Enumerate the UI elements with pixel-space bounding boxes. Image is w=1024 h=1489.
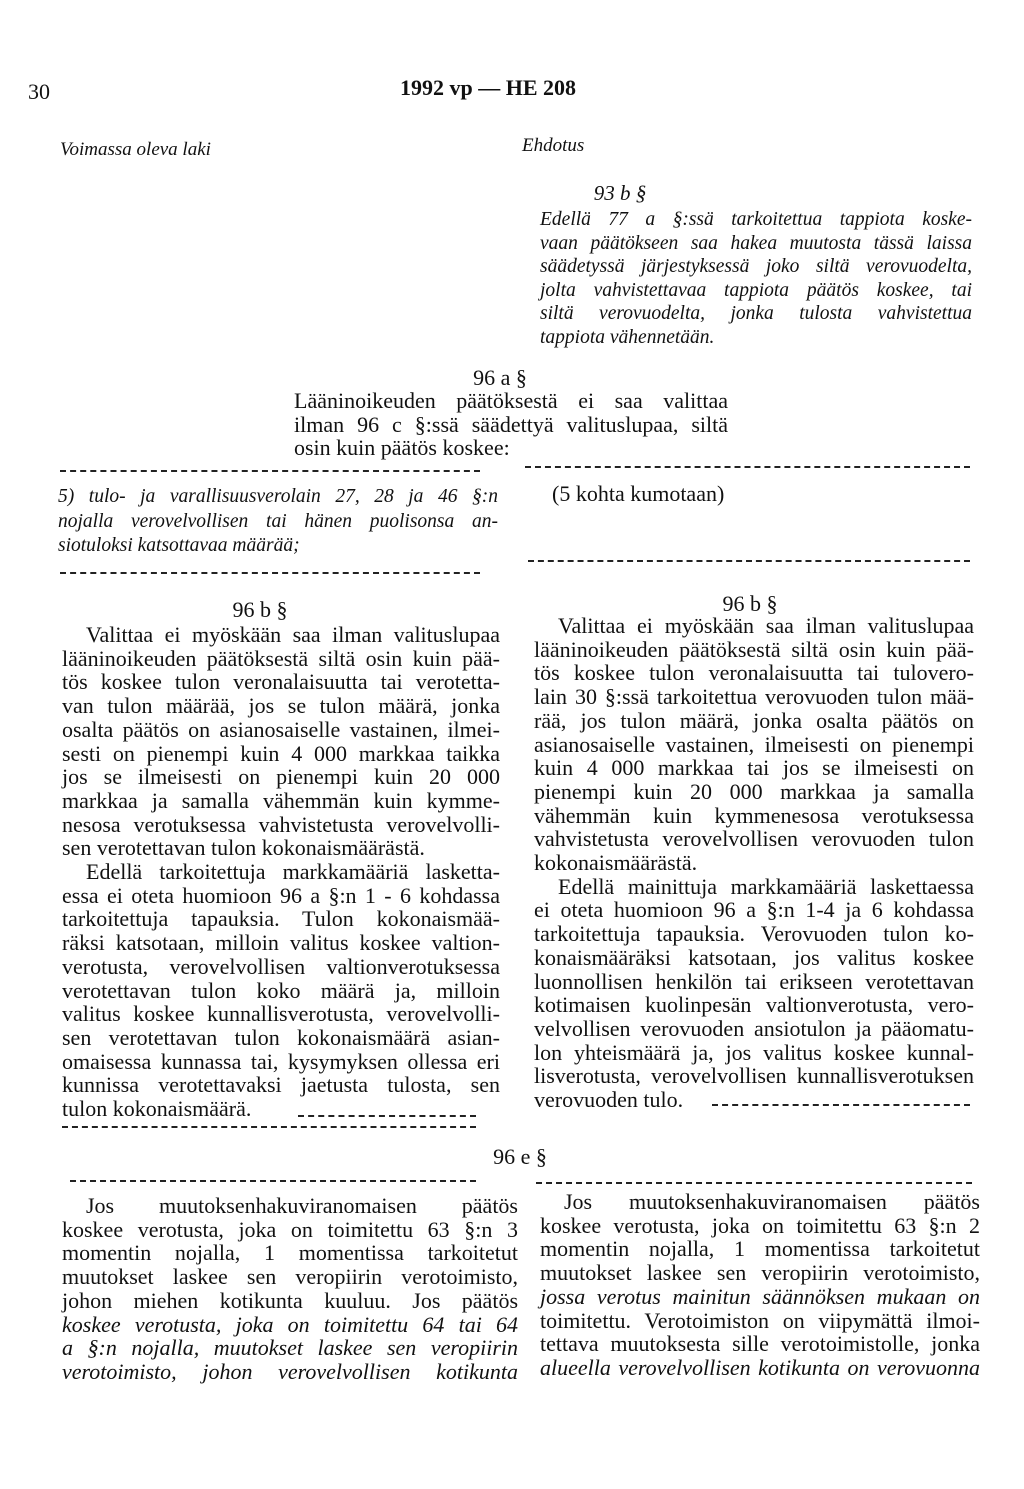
line: vähemmän kuin kymmenesosa verotuksessa xyxy=(534,802,974,828)
section-96a-heading: 96 a § xyxy=(473,365,527,390)
line: vaan päätökseen saa hakea muutosta tässä laissa xyxy=(540,232,972,254)
line: lääninoikeuden päätöksestä siltä osin kuin pää- xyxy=(534,636,974,662)
dashed-divider xyxy=(528,560,970,562)
line: luonnollisen henkilön tai erikseen verotettavan xyxy=(534,968,974,994)
line: lain 30 §:ssä tarkoitettua verovuoden tulon mää- xyxy=(534,684,974,710)
line: tettava muutoksesta sille verotoimistolle, jonka xyxy=(540,1331,980,1357)
line: koskee verotusta, joka on toimitettu 63 §:n 3 xyxy=(62,1216,518,1242)
line: tös koskee tulon veronalaisuutta tai tuloverо- xyxy=(534,660,974,686)
dashed-divider xyxy=(60,470,480,472)
line: toimitettu. Verotoimiston on viipymättä ilmoi- xyxy=(540,1307,980,1333)
section-96e-left-text xyxy=(62,1194,518,1384)
line: tös koskee tulon veronalaisuutta tai verotetta- xyxy=(62,669,500,695)
line: verotettavan tulon koko määrä ja, milloin xyxy=(62,977,500,1003)
line: pienempi kuin 20 000 markkaa ja samalla xyxy=(534,778,974,804)
line: a §:n nojalla, muutokset laskee sen veropiirin xyxy=(62,1335,518,1361)
line: jos se ilmeisesti on pienempi kuin 20 000 xyxy=(62,764,500,790)
section-96a-text xyxy=(294,389,728,460)
line: tappiota vähennetään. xyxy=(540,326,715,348)
line: verovuoden tulo. xyxy=(534,1087,684,1113)
line: velvollisen verovuoden ansiotulon ja pääomatu- xyxy=(534,1015,974,1041)
item-5-right: (5 kohta kumotaan) xyxy=(552,481,725,506)
line: osin kuin päätös koskee: xyxy=(294,435,510,461)
dashed-divider xyxy=(536,1182,972,1184)
line: koskee verotusta, joka on toimitettu 64 tai 64 xyxy=(62,1311,518,1337)
line: johon miehen kotikunta kuuluu. Jos päätös xyxy=(62,1287,518,1313)
line: 5) tulo- ja varallisuusverolain 27, 28 ja 46 §:n xyxy=(58,486,498,507)
line: tarkoitettuja tapauksia. Tulon kokonaismää- xyxy=(62,906,500,932)
section-96b-right-text xyxy=(534,614,974,1112)
line: kotimaisen kuolinpesän valtionverotusta, vero- xyxy=(534,992,974,1018)
line: tarkoitettuja tapauksia. Verovuoden tulon ko- xyxy=(534,921,974,947)
left-column-heading: Voimassa oleva laki xyxy=(60,139,211,160)
page-number: 30 xyxy=(28,79,50,104)
line: osalta päätös on asianosaiselle vastainen, ilmei- xyxy=(62,716,500,742)
line: Edellä 77 a §:ssä tarkoitettua tappiota koske- xyxy=(540,209,972,230)
line: muutokset laskee sen veropiirin verotoimisto, xyxy=(62,1264,518,1290)
line: ilman 96 c §:ssä säädettyä valituslupaa, siltä xyxy=(294,411,728,437)
line: jolta vahvistettavaa tappiota päätös koskee, tai xyxy=(540,279,972,301)
line: siotuloksi katsottavaa määrää; xyxy=(58,535,300,556)
line: Jos muutoksenhakuviranomaisen päätös xyxy=(564,1189,980,1214)
line: ei oteta huomioon 96 a §:n 1-4 ja 6 kohdassa xyxy=(534,897,974,923)
line: nojalla verovelvollisen tai hänen puolisonsa an- xyxy=(58,510,498,532)
line: vahvistetusta verovelvollisen verovuoden tulon xyxy=(534,826,974,852)
line: Edellä tarkoitettuja markkamääriä lasketta- xyxy=(86,859,500,885)
line: lon yhteismäärä ja, jos valitus koskee kunnal- xyxy=(534,1039,974,1065)
dashed-divider xyxy=(298,1115,476,1117)
line: momentin nojalla, 1 momentissa tarkoitetut xyxy=(540,1236,980,1262)
line: essa ei oteta huomioon 96 a §:n 1 - 6 kohdassa xyxy=(62,882,500,908)
line: säädetyssä järjestyksessä joko siltä verovuodelta, xyxy=(540,256,972,278)
section-96e-right-text xyxy=(540,1190,980,1380)
line: tulon kokonaismäärä. xyxy=(62,1096,252,1122)
line: Edellä mainittuja markkamääriä laskettaessa xyxy=(558,873,974,899)
dashed-divider xyxy=(712,1104,970,1106)
dashed-divider xyxy=(525,466,970,468)
document-title: 1992 vp — HE 208 xyxy=(400,75,577,100)
line: Jos muutoksenhakuviranomaisen päätös xyxy=(86,1193,518,1218)
line: sen verotettavan tulon kokonaismäärä asian- xyxy=(62,1024,500,1050)
line: omaisessa kunnassa tai, kysymyksen ollessa eri xyxy=(62,1048,500,1074)
line: räksi katsotaan, milloin valitus koskee valtion- xyxy=(62,930,500,956)
dashed-divider xyxy=(60,572,480,574)
section-96b-left-text xyxy=(62,623,500,1121)
line: valitus koskee kunnallisverotusta, verovelvolli- xyxy=(62,1001,500,1027)
line: alueella verovelvollisen kotikunta on verovuonna xyxy=(540,1354,980,1380)
right-column-heading: Ehdotus xyxy=(522,135,585,156)
line: koskee verotusta, joka on toimitettu 63 §:n 2 xyxy=(540,1212,980,1238)
line: konaismääräksi katsotaan, jos valitus koskee xyxy=(534,944,974,970)
line: kuin 4 000 markkaa tai jos se ilmeisesti on xyxy=(534,755,974,781)
line: rää, jos tulon määrä, jonka osalta päätös on xyxy=(534,707,974,733)
line: jossa verotus mainitun säännöksen mukaan on xyxy=(540,1283,980,1309)
section-96e-heading: 96 e § xyxy=(493,1144,547,1169)
item-5-left xyxy=(58,485,498,559)
line: Lääninoikeuden päätöksestä ei saa valittaa xyxy=(294,388,728,413)
line: kunnissa verotettavaksi jaetusta tulosta, sen xyxy=(62,1072,500,1098)
line: kokonaismäärästä. xyxy=(534,850,698,876)
line: verotusta, verovelvollisen valtionverotuksessa xyxy=(62,953,500,979)
line: Valittaa ei myöskään saa ilman valituslupaa xyxy=(86,622,500,647)
line: siltä verovuodelta, jonka tulosta vahvistettua xyxy=(540,303,972,325)
line: lisverotusta, verovelvollisen kunnallisverotuksen xyxy=(534,1063,974,1089)
section-93b-heading: 93 b § xyxy=(593,181,647,205)
line: nesosa verotuksessa vahvistetusta verovelvolli- xyxy=(62,811,500,837)
line: van tulon määrää, jos se tulon määrä, jonka xyxy=(62,693,500,719)
dashed-divider xyxy=(70,1180,476,1182)
section-93b-text xyxy=(540,208,972,350)
section-96b-right-heading: 96 b § xyxy=(722,591,778,616)
line: verotoimisto, johon verovelvollisen kotikunta xyxy=(62,1358,518,1384)
line: sen verotettavan tulon kokonaismäärästä. xyxy=(62,835,425,861)
line: lääninoikeuden päätöksestä siltä osin kuin pää- xyxy=(62,645,500,671)
line: muutokset laskee sen veropiirin verotoimisto, xyxy=(540,1260,980,1286)
line: asianosaiselle vastainen, ilmeisesti on pienempi xyxy=(534,731,974,757)
line: markkaa ja samalla vähemmän kuin kymme- xyxy=(62,787,500,813)
dashed-divider xyxy=(62,1126,476,1128)
line: momentin nojalla, 1 momentissa tarkoitetut xyxy=(62,1240,518,1266)
section-96b-left-heading: 96 b § xyxy=(232,597,288,622)
line: Valittaa ei myöskään saa ilman valituslupaa xyxy=(558,613,974,638)
line: sesti on pienempi kuin 4 000 markkaa taikka xyxy=(62,740,500,766)
